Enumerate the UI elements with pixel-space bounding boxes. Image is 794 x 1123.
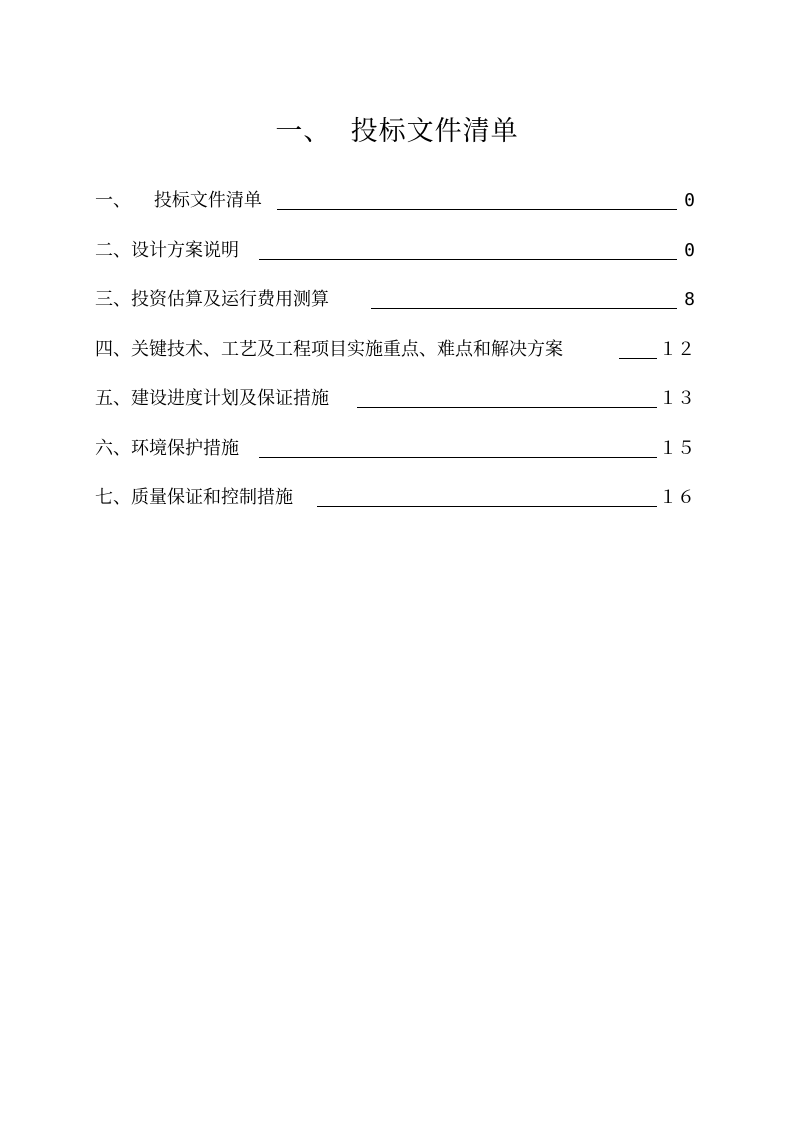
toc-entry-3[interactable]	[95, 285, 695, 314]
toc-entry-page: １２	[659, 338, 695, 360]
toc-entry-4[interactable]	[95, 335, 695, 364]
toc-leader-line	[357, 407, 657, 408]
toc-entry-label: 三、投资估算及运行费用测算	[95, 289, 329, 310]
toc-entry-6[interactable]	[95, 434, 695, 463]
table-of-contents	[95, 186, 695, 533]
toc-entry-page: １３	[659, 388, 695, 409]
page-title: 一、 投标文件清单	[275, 116, 519, 147]
toc-leader-line	[259, 457, 657, 458]
toc-entry-5[interactable]	[95, 384, 695, 413]
toc-entry-page: 0	[684, 239, 695, 261]
toc-leader-line	[259, 259, 677, 260]
toc-leader-line	[277, 209, 677, 210]
toc-entry-7[interactable]	[95, 483, 695, 512]
toc-entry-label: 六、环境保护措施	[95, 437, 239, 459]
toc-entry-label: 四、关键技术、工艺及工程项目实施重点、难点和解决方案	[95, 338, 563, 360]
toc-entry-label: 二、设计方案说明	[95, 239, 239, 261]
toc-entry-label: 七、质量保证和控制措施	[95, 487, 293, 508]
toc-entry-label: 五、建设进度计划及保证措施	[95, 388, 329, 409]
toc-entry-page: １６	[659, 487, 695, 508]
toc-entry-page: 8	[684, 289, 695, 310]
toc-entry-page: 0	[684, 190, 695, 211]
toc-leader-line	[371, 308, 677, 309]
toc-entry-page: １５	[659, 437, 695, 459]
toc-entry-2[interactable]	[95, 236, 695, 265]
toc-entry-label: 一、 投标文件清单	[95, 190, 262, 211]
toc-entry-1[interactable]	[95, 186, 695, 215]
toc-leader-line	[619, 358, 657, 359]
toc-leader-line	[317, 506, 657, 507]
